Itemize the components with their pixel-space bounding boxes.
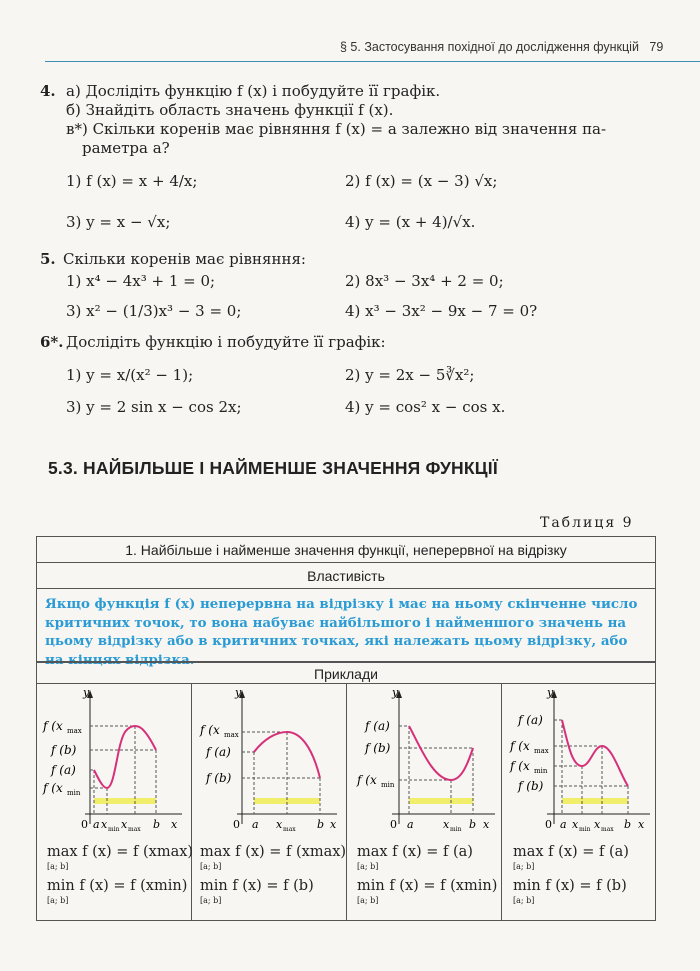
svg-text:min: min — [381, 781, 395, 789]
svg-text:a: a — [93, 818, 100, 831]
task-line: а) Дослідіть функцію f (x) і побудуйте її графік. — [66, 82, 441, 100]
svg-text:min: min — [108, 826, 120, 833]
item: 1) x⁴ − 4x³ + 1 = 0; — [66, 272, 216, 290]
svg-text:max: max — [601, 826, 614, 833]
svg-text:min: min — [534, 767, 548, 775]
svg-text:b: b — [317, 818, 325, 831]
formula-max-3: max f (x) = f (a) — [357, 844, 473, 860]
running-head: § 5. Застосування похідної до дослідження функцій 79 — [340, 40, 664, 54]
svg-text:0: 0 — [545, 818, 552, 831]
svg-text:max: max — [534, 747, 549, 755]
property-text: Якщо функція f (x) неперервна на відрізку і має на ньому скінченне число критичних точок, то вона набуває найбільшого і найменшого значень на цьому відрізку або в критичних точках, які належать цьому відрізку, або на кінцях відрізка. — [45, 596, 638, 668]
svg-text:y: y — [235, 686, 242, 699]
item: 1) y = x/(x² − 1); — [66, 366, 194, 384]
svg-text:f (b): f (b) — [206, 771, 232, 785]
svg-text:0: 0 — [81, 818, 88, 831]
svg-text:f (a): f (a) — [206, 745, 231, 759]
svg-text:min: min — [67, 789, 81, 797]
svg-text:0: 0 — [233, 818, 240, 831]
svg-text:f (a): f (a) — [518, 713, 543, 727]
table-caption: Таблиця 9 — [540, 515, 634, 531]
task-line: раметра a? — [82, 139, 170, 157]
svg-text:max: max — [224, 731, 239, 739]
svg-text:f (x: f (x — [43, 719, 63, 733]
svg-text:f (b): f (b) — [518, 779, 544, 793]
page-header — [0, 40, 700, 60]
table-title: 1. Найбільше і найменше значення функції, неперервної на відрізку — [37, 537, 655, 563]
svg-text:a: a — [407, 818, 414, 831]
formula-min-4: min f (x) = f (b) — [513, 878, 627, 894]
item: 4) x³ − 3x² − 9x − 7 = 0? — [345, 302, 538, 320]
svg-text:x: x — [276, 818, 283, 831]
svg-text:f (x: f (x — [43, 781, 63, 795]
item: 2) f (x) = (x − 3) √x; — [345, 172, 498, 190]
formula-max-2: max f (x) = f (xmax) — [200, 844, 347, 860]
svg-text:f (x: f (x — [200, 723, 220, 737]
svg-text:x: x — [101, 818, 108, 831]
item: 1) f (x) = x + 4/x; — [66, 172, 198, 190]
svg-text:x: x — [594, 818, 601, 831]
svg-text:a: a — [252, 818, 259, 831]
formula-min-1: min f (x) = f (xmin) — [47, 878, 188, 894]
svg-text:f (b): f (b) — [365, 741, 391, 755]
examples-header: Приклади — [37, 662, 655, 684]
svg-text:f (x: f (x — [357, 773, 377, 787]
graph-4 — [502, 684, 656, 834]
svg-text:y: y — [547, 686, 554, 699]
formula-min-3: min f (x) = f (xmin) — [357, 878, 498, 894]
graph-3 — [347, 684, 502, 834]
item: 2) 8x³ − 3x⁴ + 2 = 0; — [345, 272, 504, 290]
svg-text:x: x — [572, 818, 579, 831]
formula-max-1: max f (x) = f (xmax) — [47, 844, 194, 860]
item: 4) y = cos² x − cos x. — [345, 398, 506, 416]
svg-text:min: min — [579, 826, 591, 833]
task-line: Дослідіть функцію і побудуйте її графік: — [66, 333, 386, 351]
interval-label: [a; b] — [47, 896, 69, 905]
svg-text:x: x — [638, 818, 645, 831]
svg-text:x: x — [121, 818, 128, 831]
svg-text:a: a — [560, 818, 567, 831]
svg-text:max: max — [283, 826, 296, 833]
property-row-border — [37, 537, 655, 662]
formula-max-4: max f (x) = f (a) — [513, 844, 629, 860]
graph-2 — [192, 684, 347, 834]
svg-text:x: x — [483, 818, 490, 831]
task-number: 6*. — [40, 333, 64, 351]
interval-label: [a; b] — [47, 862, 69, 871]
item: 4) y = (x + 4)/√x. — [345, 213, 476, 231]
svg-text:f (b): f (b) — [51, 743, 77, 757]
item: 2) y = 2x − 5∛x²; — [345, 366, 475, 384]
task-number: 5. — [40, 250, 56, 268]
svg-text:x: x — [330, 818, 337, 831]
svg-text:b: b — [469, 818, 477, 831]
svg-text:b: b — [624, 818, 632, 831]
svg-text:f (a): f (a) — [365, 719, 390, 733]
interval-label: [a; b] — [357, 862, 379, 871]
svg-text:b: b — [153, 818, 161, 831]
section-title: 5.3. НАЙБІЛЬШЕ І НАЙМЕНШЕ ЗНАЧЕННЯ ФУНКЦІЇ — [48, 458, 498, 478]
item: 3) y = x − √x; — [66, 213, 171, 231]
interval-label: [a; b] — [200, 896, 222, 905]
svg-text:y: y — [83, 686, 90, 699]
task-line: в*) Скільки коренів має рівняння f (x) = a залежно від значення па- — [66, 120, 607, 138]
svg-text:f (x: f (x — [510, 759, 530, 773]
interval-label: [a; b] — [200, 862, 222, 871]
svg-text:f (a): f (a) — [51, 763, 76, 777]
task-line: б) Знайдіть область значень функції f (x). — [66, 101, 394, 119]
property-header: Властивість — [37, 563, 655, 589]
svg-text:x: x — [443, 818, 450, 831]
svg-text:y: y — [392, 686, 399, 699]
interval-label: [a; b] — [513, 896, 535, 905]
formula-min-2: min f (x) = f (b) — [200, 878, 314, 894]
header-rule — [45, 61, 700, 62]
task-number: 4. — [40, 82, 56, 100]
svg-text:max: max — [67, 727, 82, 735]
table-9 — [36, 536, 656, 921]
task-line: Скільки коренів має рівняння: — [63, 250, 306, 268]
svg-text:min: min — [450, 826, 462, 833]
svg-text:max: max — [128, 826, 141, 833]
graph-1 — [37, 684, 192, 834]
item: 3) x² − (1/3)x³ − 3 = 0; — [66, 302, 242, 320]
svg-text:0: 0 — [390, 818, 397, 831]
item: 3) y = 2 sin x − cos 2x; — [66, 398, 242, 416]
svg-text:x: x — [171, 818, 178, 831]
interval-label: [a; b] — [357, 896, 379, 905]
svg-text:f (x: f (x — [510, 739, 530, 753]
interval-label: [a; b] — [513, 862, 535, 871]
